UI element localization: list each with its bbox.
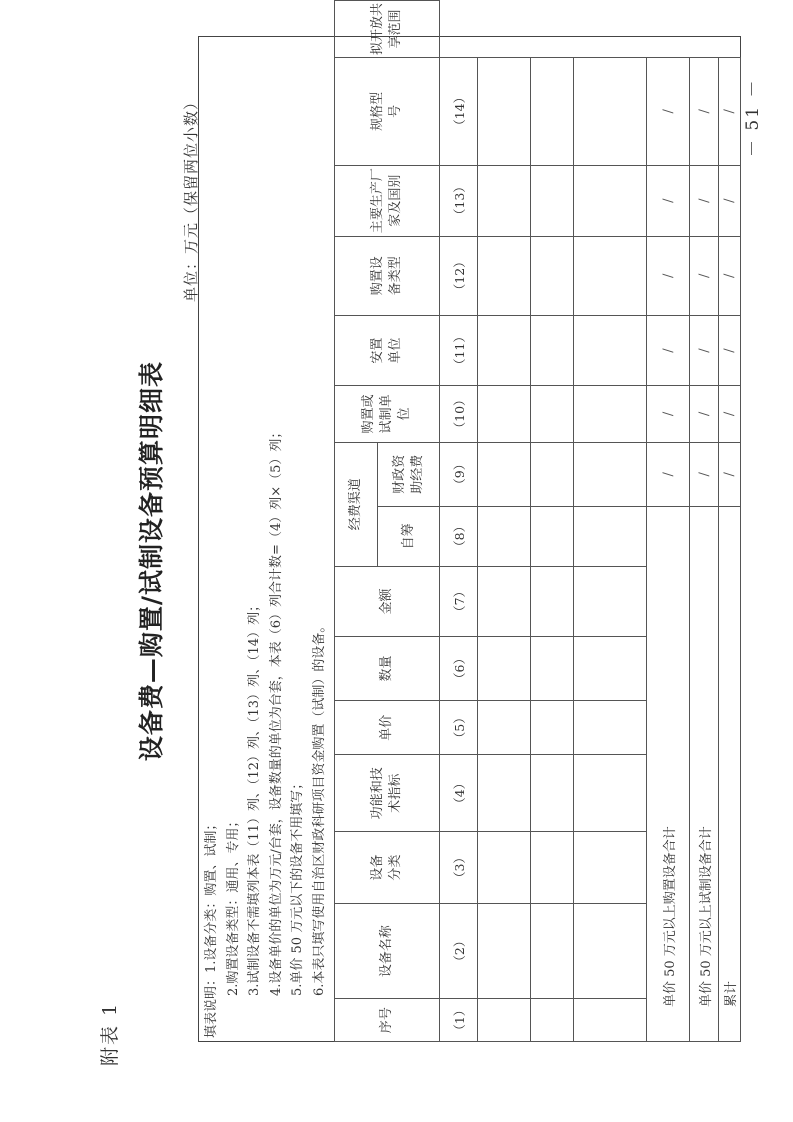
- table-row: [531, 1, 574, 1042]
- table-cell: [478, 566, 531, 636]
- header-equipment-name: 设备名称: [335, 903, 440, 998]
- instruction-line-4: 4.设备单价的单位为万元/台套，设备数量的单位为台套，本表（6）列合计数=（4）列×（5）列；: [268, 425, 284, 996]
- column-number-row: [440, 1, 478, 1042]
- header-funding-channel: 经费渠道: [335, 442, 378, 566]
- table-cell: [574, 903, 647, 998]
- header-fiscal-funding: 财政资助经费: [378, 442, 440, 506]
- table-cell: [574, 700, 647, 754]
- table-cell: [574, 832, 647, 904]
- header-manufacturer: 主要生产厂家及国别: [335, 165, 440, 236]
- table-cell: [478, 506, 531, 566]
- fill-instructions: [201, 38, 330, 1038]
- table-cell: [574, 236, 647, 315]
- column-number: （1）: [440, 999, 478, 1042]
- table-cell: [531, 755, 574, 832]
- header-function: 功能和技术指标: [335, 755, 440, 832]
- not-applicable-mark: /: [719, 386, 741, 442]
- column-number: （11）: [440, 315, 478, 385]
- column-number: （4）: [440, 755, 478, 832]
- column-number: （14）: [440, 58, 478, 166]
- not-applicable-mark: /: [719, 442, 741, 506]
- not-applicable-mark: /: [647, 236, 690, 315]
- column-number: （3）: [440, 832, 478, 904]
- not-applicable-mark: /: [690, 58, 719, 166]
- page-number: － 51 －: [743, 78, 763, 157]
- column-number: （9）: [440, 442, 478, 506]
- column-number: （7）: [440, 566, 478, 636]
- table-cell: [478, 700, 531, 754]
- table-cell: [531, 566, 574, 636]
- table-cell: [574, 755, 647, 832]
- table-cell: [574, 999, 647, 1042]
- header-category: 设备分类: [335, 832, 440, 904]
- table-cell: [574, 506, 647, 566]
- not-applicable-mark: /: [719, 165, 741, 236]
- table-cell: [531, 999, 574, 1042]
- summary-label: 单价 50 万元以上试制设备合计: [690, 506, 719, 1041]
- table-cell: [531, 903, 574, 998]
- table-cell: [478, 832, 531, 904]
- not-applicable-mark: /: [690, 315, 719, 385]
- table-cell: [478, 755, 531, 832]
- table-cell: [478, 903, 531, 998]
- not-applicable-mark: /: [690, 165, 719, 236]
- table-cell: [574, 315, 647, 385]
- header-quantity: 数量: [335, 637, 440, 701]
- summary-row: [647, 1, 690, 1042]
- table-cell: [531, 442, 574, 506]
- header-install-unit: 安置单位: [335, 315, 440, 385]
- table-cell: [531, 832, 574, 904]
- column-number: （2）: [440, 903, 478, 998]
- not-applicable-mark: /: [647, 58, 690, 166]
- not-applicable-mark: /: [647, 386, 690, 442]
- instruction-line-6: 6.本表只填写使用自治区财政科研项目资金购置（试制）的设备。: [311, 619, 327, 996]
- table-cell: [478, 165, 531, 236]
- column-number: （10）: [440, 386, 478, 442]
- not-applicable-mark: /: [719, 315, 741, 385]
- header-unit-price: 单价: [335, 700, 440, 754]
- not-applicable-mark: /: [690, 236, 719, 315]
- table-cell: [478, 386, 531, 442]
- table-cell: [531, 637, 574, 701]
- instruction-line-5: 5.单价 50 万元以下的设备不用填写；: [290, 776, 305, 996]
- column-number: （13）: [440, 165, 478, 236]
- table-cell: [478, 637, 531, 701]
- header-seq: 序号: [335, 999, 440, 1042]
- header-purchaser: 购置或试制单位: [335, 386, 440, 442]
- header-sharing-scope: 拟开放共享范围: [335, 1, 440, 58]
- column-number: （5）: [440, 700, 478, 754]
- unit-note: 单位：万元（保留两位小数）: [182, 93, 200, 302]
- table-cell: [531, 58, 574, 166]
- not-applicable-mark: /: [690, 386, 719, 442]
- table-cell: [531, 315, 574, 385]
- table-cell: [574, 386, 647, 442]
- summary-label: 单价 50 万元以上购置设备合计: [647, 506, 690, 1041]
- table-cell: [574, 442, 647, 506]
- column-number: （8）: [440, 506, 478, 566]
- table-row: [478, 1, 531, 1042]
- not-applicable-mark: /: [690, 442, 719, 506]
- header-purchase-type: 购置设备类型: [335, 236, 440, 315]
- table-cell: [574, 58, 647, 166]
- column-number: （6）: [440, 637, 478, 701]
- not-applicable-mark: /: [719, 58, 741, 166]
- table-cell: [478, 58, 531, 166]
- table-cell: [574, 566, 647, 636]
- table-cell: [531, 236, 574, 315]
- instruction-line-3: 3.试制设备不需填列本表（11）列、（12）列、（13）列、（14）列；: [247, 598, 262, 996]
- not-applicable-mark: /: [719, 236, 741, 315]
- instruction-line-1: 填表说明：1.设备分类：购置、试制；: [204, 817, 219, 1038]
- page-title: 设备费—购置/试制设备预算明细表: [137, 360, 166, 762]
- not-applicable-mark: /: [647, 165, 690, 236]
- table-cell: [531, 506, 574, 566]
- table-cell: [478, 999, 531, 1042]
- summary-label: 累计: [719, 506, 741, 1041]
- table-cell: [531, 386, 574, 442]
- header-self-raised: 自筹: [378, 506, 440, 566]
- column-number: （12）: [440, 236, 478, 315]
- table-cell: [478, 315, 531, 385]
- table-cell: [574, 165, 647, 236]
- attachment-label: 附表 1: [99, 1001, 121, 1066]
- instruction-line-2: 2.购置设备类型：通用、专用；: [225, 814, 241, 996]
- table-row: [574, 1, 647, 1042]
- not-applicable-mark: /: [647, 315, 690, 385]
- header-amount: 金额: [335, 566, 440, 636]
- table-cell: [478, 442, 531, 506]
- not-applicable-mark: /: [647, 442, 690, 506]
- table-cell: [478, 236, 531, 315]
- table-cell: [531, 165, 574, 236]
- table-cell: [531, 700, 574, 754]
- table-cell: [574, 637, 647, 701]
- summary-row: [690, 1, 719, 1042]
- equipment-budget-table: [334, 0, 741, 1042]
- header-model: 规格型号: [335, 58, 440, 166]
